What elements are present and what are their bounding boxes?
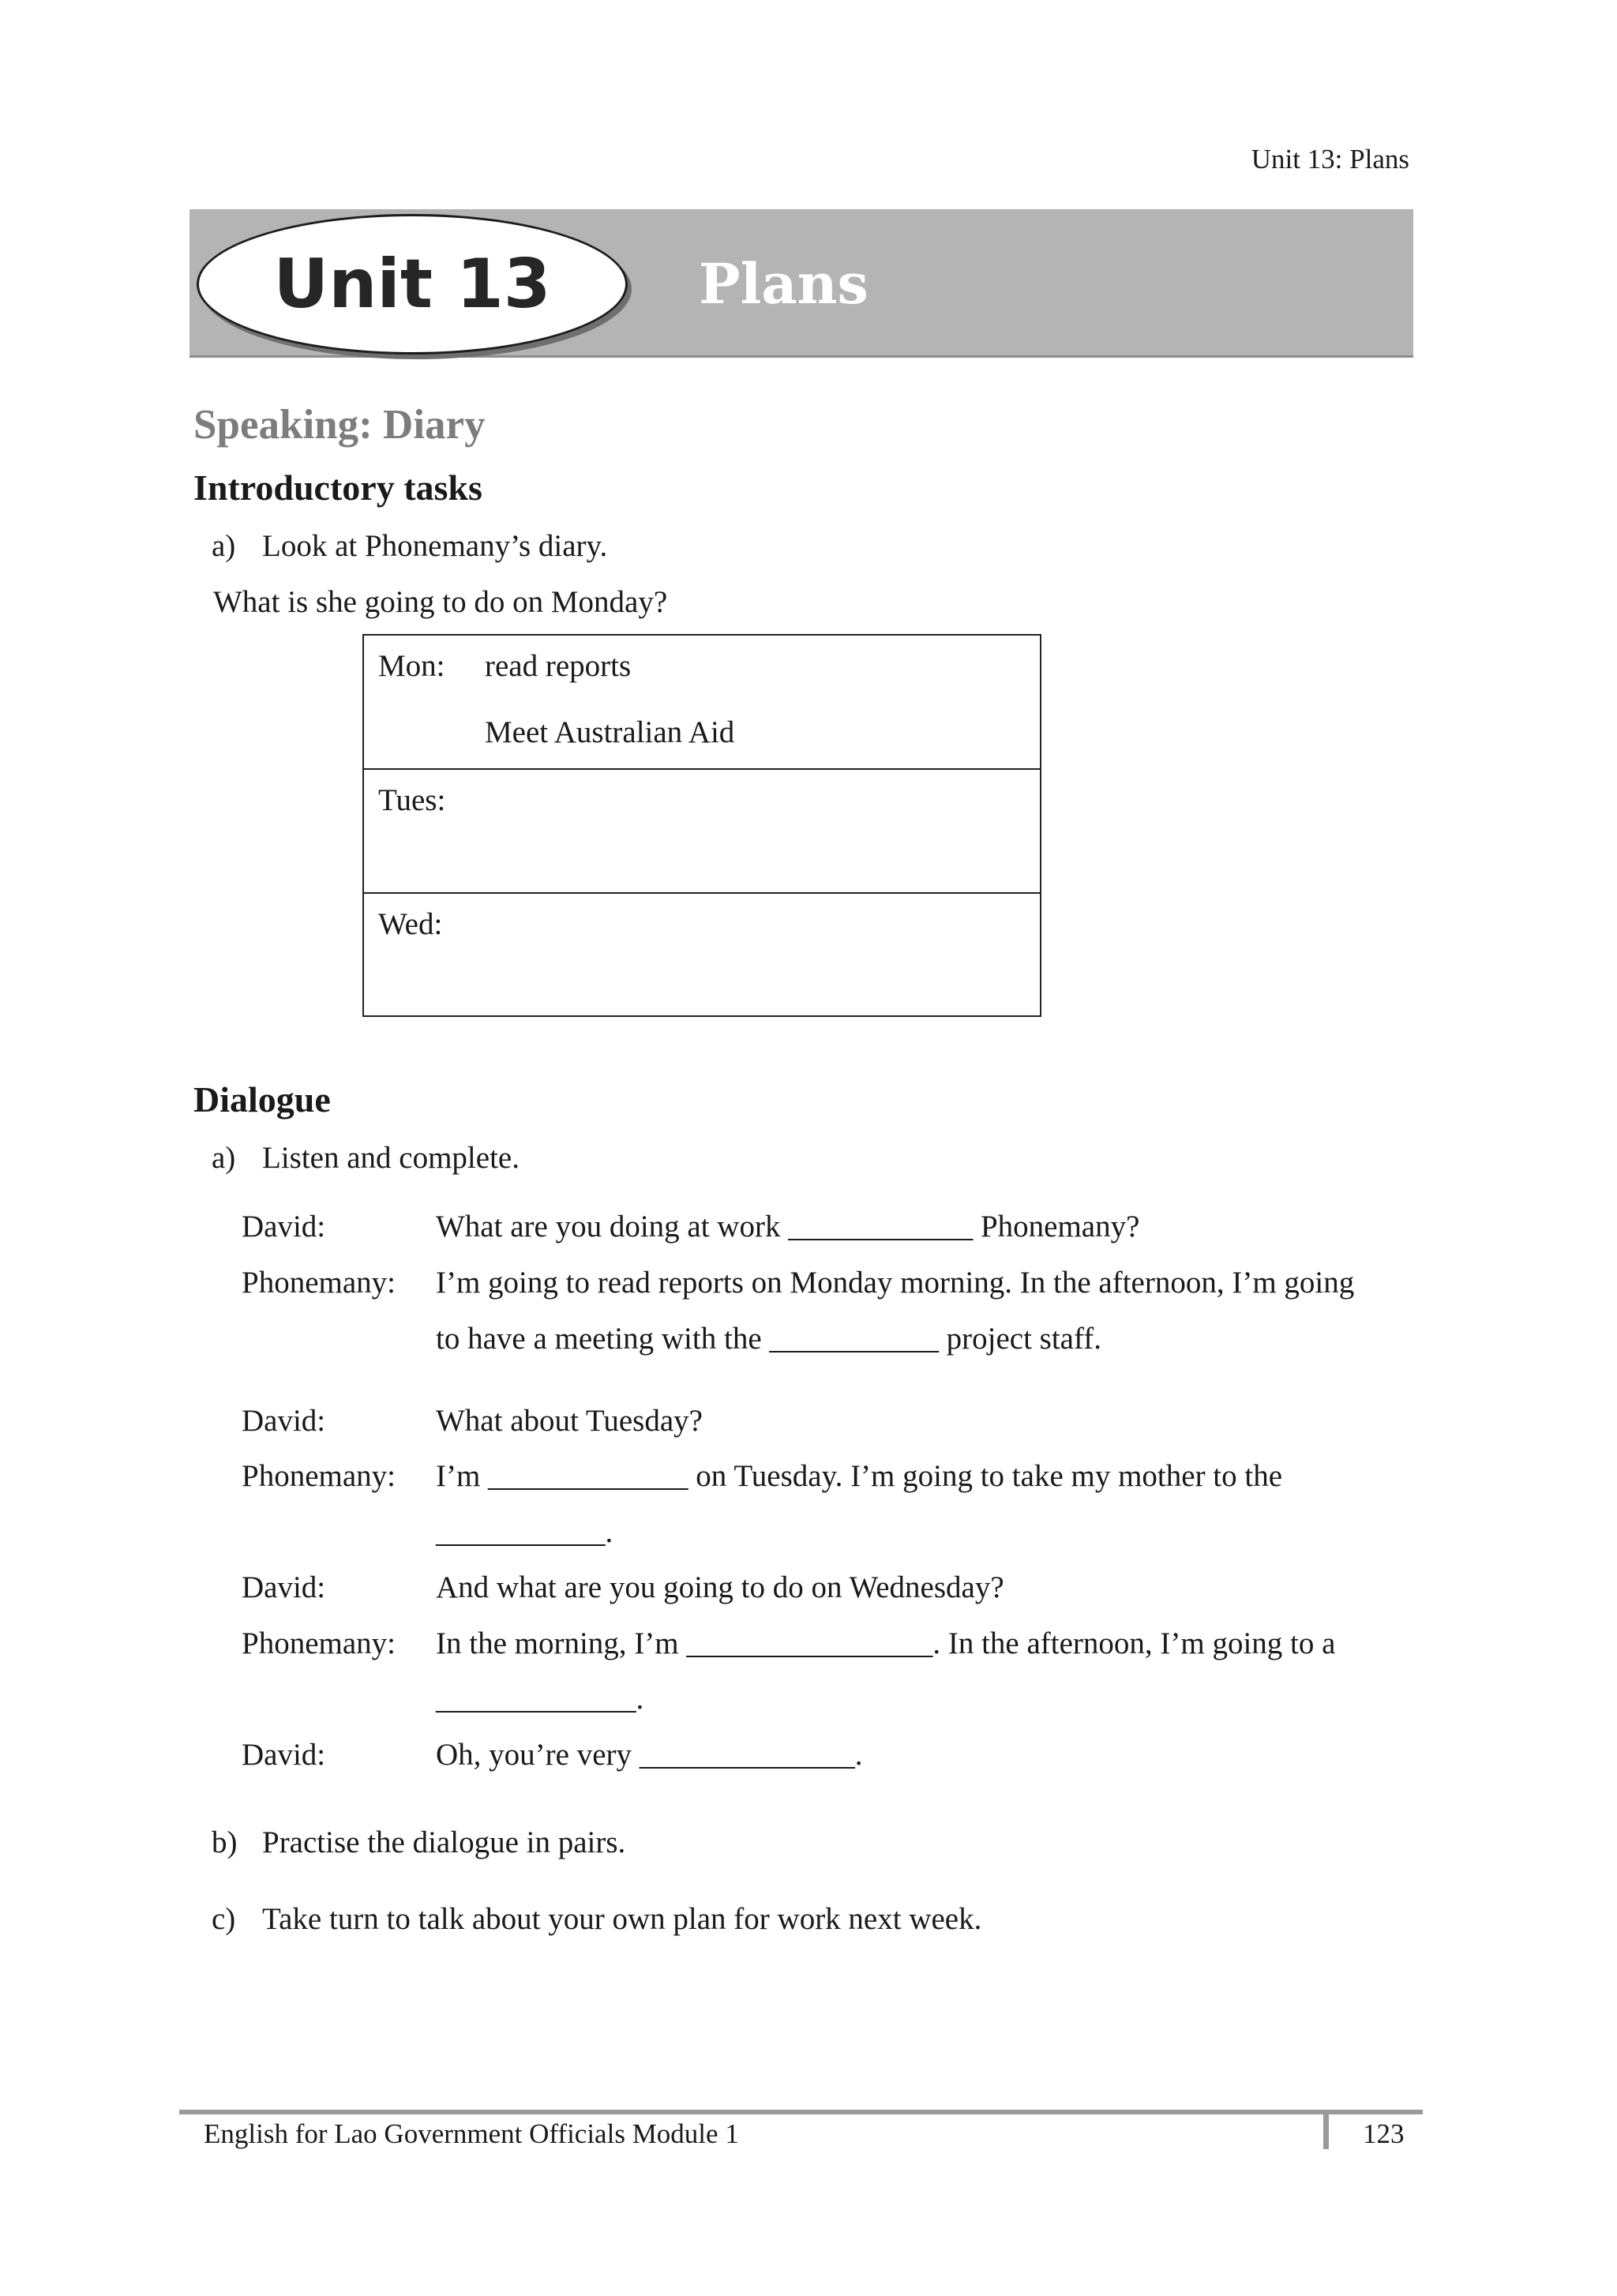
task-question: What is she going to do on Monday? (213, 585, 668, 619)
dialogue-line: I’m _____________ on Tuesday. I’m going to take my mother to the (436, 1459, 1283, 1493)
running-header: Unit 13: Plans (1251, 144, 1409, 174)
speaker-label: Phonemany: (242, 1626, 396, 1660)
speaker-label: David: (242, 1404, 326, 1438)
task-instruction: Look at Phonemany’s diary. (262, 529, 608, 563)
task-instruction: Practise the dialogue in pairs. (262, 1825, 626, 1859)
diary-entry: Meet Australian Aid (485, 715, 735, 749)
diary-day: Wed: (378, 907, 443, 941)
diary-entry: read reports (485, 649, 632, 683)
unit-label: Unit 13 (273, 245, 551, 324)
dialogue-line: What about Tuesday? (436, 1404, 703, 1438)
dialogue-line: _____________. (436, 1682, 644, 1716)
diary-row-monday (364, 636, 1040, 770)
footer-rule (179, 2110, 1423, 2114)
speaker-label: David: (242, 1210, 326, 1244)
page-number: 123 (1363, 2118, 1405, 2149)
speaker-label: David: (242, 1570, 326, 1604)
diary-row-tuesday (364, 770, 1040, 894)
speaker-label: Phonemany: (242, 1459, 396, 1493)
section-heading-speaking: Speaking: Diary (193, 402, 486, 448)
task-marker: b) (212, 1825, 238, 1859)
dialogue-line: to have a meeting with the ___________ project staff. (436, 1322, 1101, 1356)
task-instruction: Listen and complete. (262, 1141, 520, 1175)
diary-day: Tues: (378, 783, 446, 817)
diary-table (362, 634, 1041, 1017)
dialogue-line: I’m going to read reports on Monday morning. In the afternoon, I’m going (436, 1266, 1355, 1300)
dialogue-line: In the morning, I’m ________________. In the afternoon, I’m going to a (436, 1626, 1336, 1660)
dialogue-line: What are you doing at work ____________ Phonemany? (436, 1210, 1140, 1244)
subheading-introductory-tasks: Introductory tasks (193, 467, 482, 508)
unit-badge (197, 214, 628, 355)
speaker-label: Phonemany: (242, 1266, 396, 1300)
footer-book-title: English for Lao Government Officials Module 1 (204, 2118, 739, 2149)
footer-separator (1323, 2110, 1329, 2149)
dialogue-line: And what are you going to do on Wednesday? (436, 1570, 1004, 1604)
task-marker: a) (212, 529, 236, 563)
dialogue-line: Oh, you’re very ______________. (436, 1738, 863, 1772)
section-heading-dialogue: Dialogue (193, 1079, 331, 1120)
unit-title: Plans (699, 251, 869, 317)
dialogue-line: ___________. (436, 1515, 613, 1549)
diary-day: Mon: (378, 649, 445, 683)
task-marker: c) (212, 1902, 236, 1936)
task-marker: a) (212, 1141, 236, 1175)
task-instruction: Take turn to talk about your own plan for work next week. (262, 1902, 982, 1936)
diary-row-wednesday (364, 894, 1040, 1017)
speaker-label: David: (242, 1738, 326, 1772)
